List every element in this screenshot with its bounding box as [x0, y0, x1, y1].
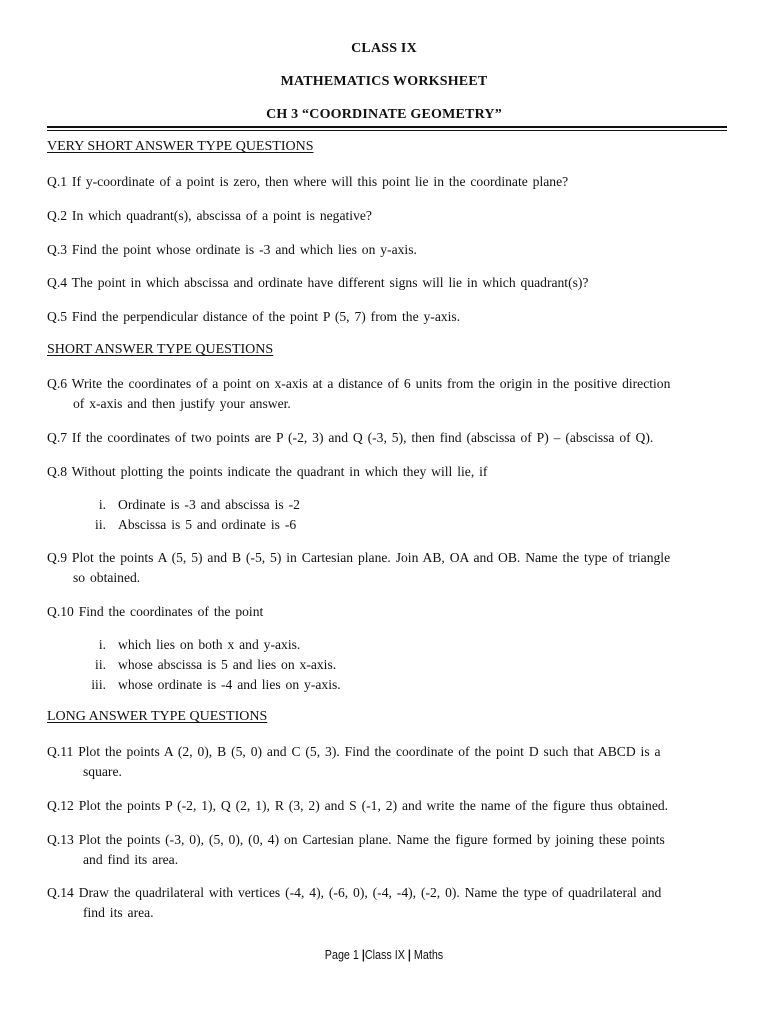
- question-14: [47, 883, 722, 923]
- list-marker: ii.: [95, 657, 106, 672]
- list-marker: iii.: [91, 677, 106, 692]
- question-6-line-2: of x-axis and then justify your answer.: [73, 396, 291, 411]
- question-13: [47, 830, 722, 870]
- list-item-text: which lies on both x and y-axis.: [118, 637, 301, 652]
- section-heading-long: LONG ANSWER TYPE QUESTIONS: [47, 709, 268, 724]
- question-9: [47, 548, 722, 588]
- question-13-line-2: and find its area.: [83, 852, 179, 867]
- question-14-line-2: find its area.: [83, 905, 154, 920]
- question-14-line-1: Q.14 Draw the quadrilateral with vertices (-4, 4), (-6, 0), (-4, -4), (-2, 0). Name the type of quadrilateral and: [47, 885, 662, 900]
- section-heading-short: SHORT ANSWER TYPE QUESTIONS: [47, 342, 274, 357]
- list-item-text: Abscissa is 5 and ordinate is -6: [118, 517, 297, 532]
- question-9-line-1: Q.9 Plot the points A (5, 5) and B (-5, 5) in Cartesian plane. Join AB, OA and OB. Name the type of triangle: [47, 550, 671, 565]
- question-5: Q.5 Find the perpendicular distance of the point P (5, 7) from the y-axis.: [47, 309, 461, 324]
- question-7: Q.7 If the coordinates of two points are P (-2, 3) and Q (-3, 5), then find (abscissa of P) – (abscissa of Q).: [47, 430, 654, 445]
- question-13-line-1: Q.13 Plot the points (-3, 0), (5, 0), (0, 4) on Cartesian plane. Name the figure formed by joining these points: [47, 832, 665, 847]
- class-heading: CLASS IX: [351, 41, 417, 56]
- question-1: Q.1 If y-coordinate of a point is zero, then where will this point lie in the coordinate plane?: [47, 174, 569, 189]
- question-8: Q.8 Without plotting the points indicate the quadrant in which they will lie, if: [47, 464, 488, 479]
- question-9-line-2: so obtained.: [73, 570, 141, 585]
- footer-class: Class IX: [364, 948, 405, 962]
- list-marker: i.: [98, 497, 106, 512]
- question-10: Q.10 Find the coordinates of the point: [47, 604, 264, 619]
- question-11-line-2: square.: [83, 764, 122, 779]
- question-6-line-1: Q.6 Write the coordinates of a point on x-axis at a distance of 6 units from the origin in the positive direction: [47, 376, 671, 391]
- footer-page-number: Page 1: [324, 948, 359, 962]
- worksheet-title: MATHEMATICS WORKSHEET: [280, 74, 488, 89]
- footer-subject: Maths: [413, 948, 444, 962]
- list-marker: i.: [98, 637, 106, 652]
- header-rule-thick: [47, 126, 727, 128]
- question-4: Q.4 The point in which abscissa and ordinate have different signs will lie in which quadrant(s)?: [47, 275, 589, 290]
- section-heading-very-short: VERY SHORT ANSWER TYPE QUESTIONS: [47, 139, 314, 154]
- list-marker: ii.: [95, 517, 106, 532]
- list-item-text: whose abscissa is 5 and lies on x-axis.: [118, 657, 337, 672]
- list-item-text: Ordinate is -3 and abscissa is -2: [118, 497, 300, 512]
- footer-separator: |: [361, 948, 365, 962]
- question-12: Q.12 Plot the points P (-2, 1), Q (2, 1), R (3, 2) and S (-1, 2) and write the name of the figure thus obtained.: [47, 798, 669, 813]
- list-item-text: whose ordinate is -4 and lies on y-axis.: [118, 677, 341, 692]
- header-rule-thin: [47, 130, 727, 131]
- question-11-line-1: Q.11 Plot the points A (2, 0), B (5, 0) and C (5, 3). Find the coordinate of the point D such that ABCD is a: [47, 744, 661, 759]
- footer-separator: |: [407, 948, 411, 962]
- question-6: [47, 374, 722, 414]
- chapter-title: CH 3 “COORDINATE GEOMETRY”: [266, 107, 502, 122]
- question-2: Q.2 In which quadrant(s), abscissa of a point is negative?: [47, 208, 372, 223]
- page-footer: [54, 948, 714, 962]
- question-3: Q.3 Find the point whose ordinate is -3 and which lies on y-axis.: [47, 242, 417, 257]
- question-11: [47, 742, 722, 782]
